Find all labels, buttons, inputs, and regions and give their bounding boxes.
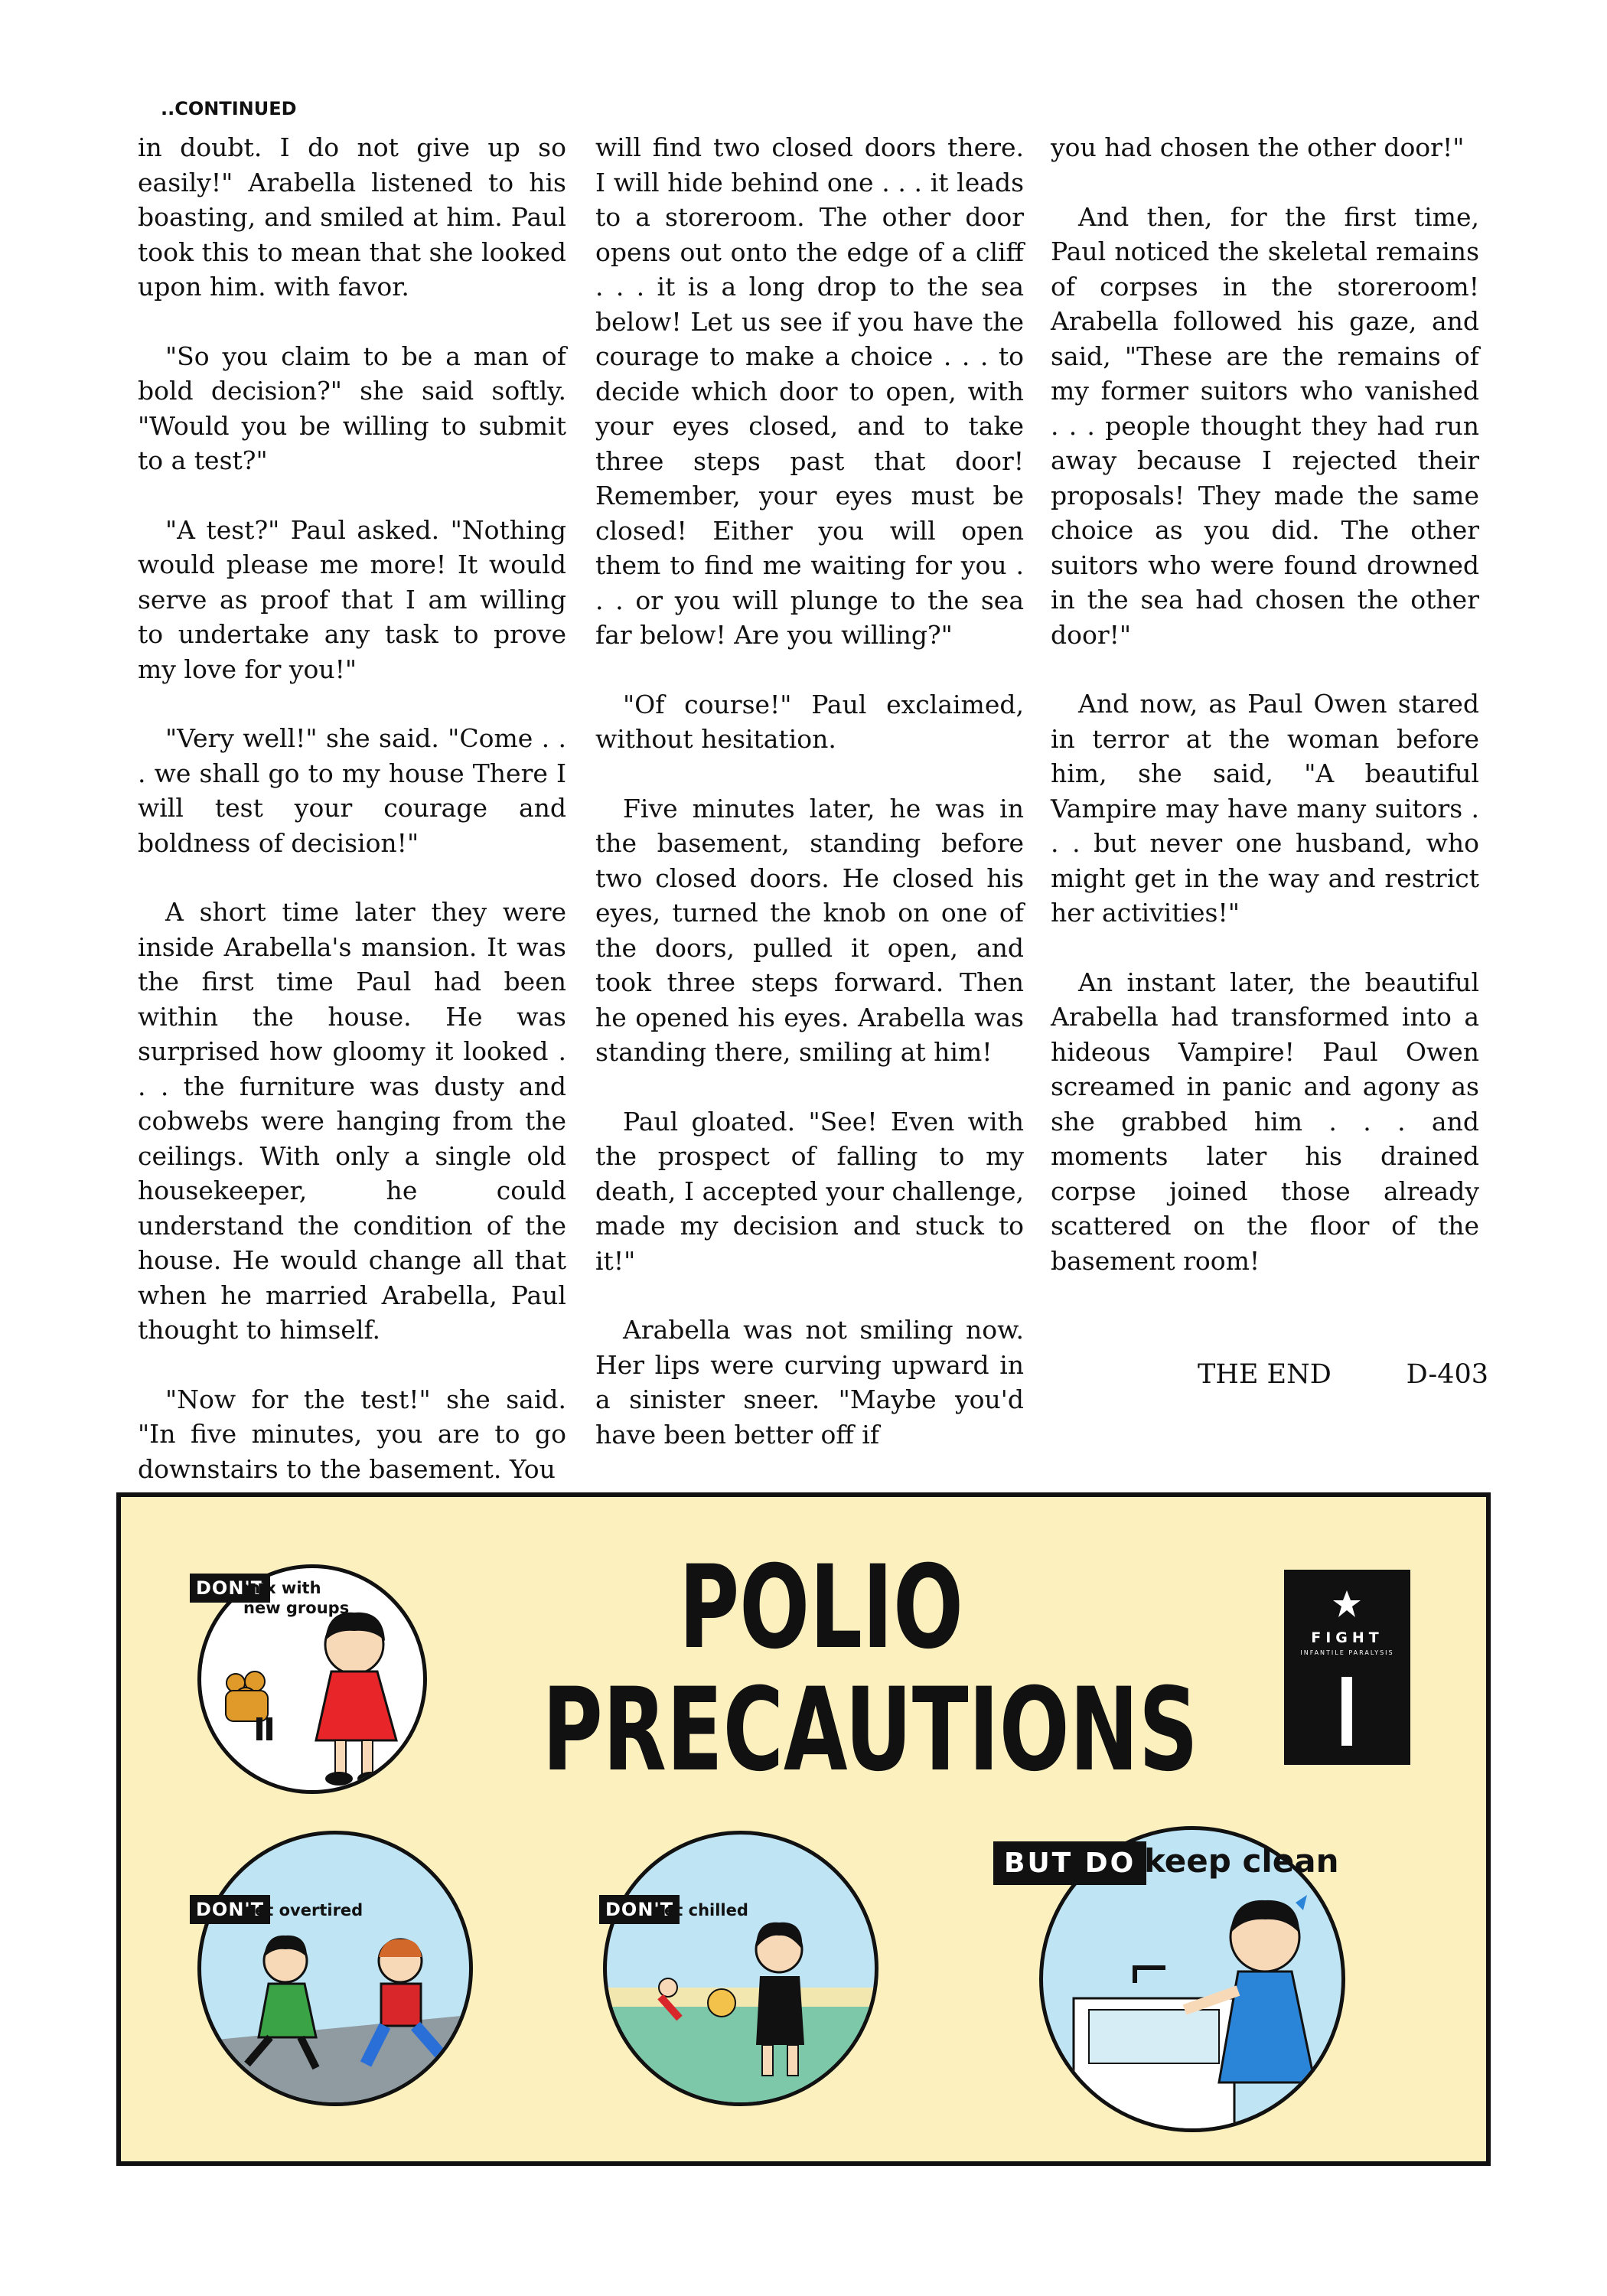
continued-label: ..CONTINUED — [161, 98, 297, 119]
story-paragraph: "Now for the test!" she said. "In five minutes, you are to go downstairs to the basement. You — [138, 1384, 566, 1484]
psa-title-line-1: POLIO — [679, 1541, 963, 1675]
beach-girl-image — [607, 1835, 878, 2106]
tip-keep-clean: keep clean — [1144, 1842, 1339, 1880]
story-paragraph: will find two closed doors there. I will hide behind one . . . it leads to a storeroom. The other door opens out onto the edge of a cliff . . . it is a long drop to the sea below! Let us see if you have the courage to make a choice . . . to decide which door to open, with your eyes closed, and to take three steps past that door! Remember, your eyes must be closed! Either you will open them to find me waiting for you . . . or you will plunge to the sea far below! Are you willing?" — [595, 132, 1024, 650]
tip-get-overtired: get overtired — [243, 1901, 363, 1919]
story-paragraph: "A test?" Paul asked. "Nothing would please me more! It would serve as proof that I am willing to undertake any task to prove my love for you!" — [138, 514, 566, 684]
psa-title-line-2: PRECAUTIONS — [542, 1664, 1198, 1797]
polio-psa-panel — [116, 1492, 1491, 2166]
story-column-1 — [138, 130, 566, 1486]
dont-tag: DON'T — [599, 1895, 680, 1924]
star-icon — [1332, 1589, 1362, 1619]
running-children-image — [201, 1835, 473, 2106]
dont-tag: DON'T — [190, 1574, 270, 1603]
story-paragraph: And then, for the first time, Paul noticed the skeletal remains of corpses in the storeroom! Arabella followed his gaze, and said, "These are the remains of my former suitors who vanished . . . people thought they had run away because I rejected their proposals! They made the same choice as you did. The other suitors who were found drowned in the sea had chosen the other door!" — [1051, 201, 1479, 650]
story-paragraph: "Of course!" Paul exclaimed, without hesitation. — [595, 689, 1024, 754]
story-paragraph: A short time later they were inside Arabella's mansion. It was the first time Paul had been within the house. He was surprised how gloomy it looked . . . the furniture was dusty and cobwebs were hanging from the ceilings. With only a single old housekeeper, he could understand the condition of the house. He would change all that when he married Arabella, Paul thought to himself. — [138, 897, 566, 1345]
fight-text: FIGHT — [1311, 1629, 1384, 1646]
story-column-2 — [595, 130, 1024, 1452]
chilled-illustration — [603, 1831, 878, 2106]
but-do-tag: BUT DO — [993, 1841, 1146, 1885]
story-paragraph: Paul gloated. "See! Even with the prospect of falling to my death, I accepted your challenge, made my decision and stuck to it!" — [595, 1106, 1024, 1276]
story-paragraph: An instant later, the beautiful Arabella had transformed into a hideous Vampire! Paul Owen screamed in panic and agony as she grabbed him . . . and moments later his drained corpse joined those already scattered on the floor of the basement room! — [1051, 967, 1479, 1276]
tip-get-chilled: get chilled — [653, 1901, 748, 1919]
fight-subtext: INFANTILE PARALYSIS — [1300, 1649, 1394, 1656]
story-paragraph: Arabella was not smiling now. Her lips were curving upward in a sinister sneer. "Maybe you'd have been better off if — [595, 1315, 1024, 1450]
page-code: D-403 — [1406, 1359, 1488, 1390]
tip-mix-with-new-groups: mix with new groups — [243, 1579, 350, 1617]
the-end-text: THE END — [1198, 1359, 1332, 1390]
story-column-3 — [1051, 130, 1479, 1278]
story-paragraph: in doubt. I do not give up so easily!" Arabella listened to his boasting, and smiled at him. Paul took this to mean that she looked upon him. with favor. — [138, 132, 566, 302]
overtired-illustration — [197, 1831, 473, 2106]
story-paragraph: Five minutes later, he was in the basement, standing before two closed doors. He closed his eyes, turned the knob on one of the doors, pulled it open, and took three steps forward. Then he opened his eyes. Arabella was standing there, smiling at him! — [595, 793, 1024, 1067]
end-line — [1198, 1359, 1488, 1390]
torch-icon — [1332, 1677, 1362, 1746]
fight-infantile-paralysis-logo — [1284, 1570, 1410, 1765]
dont-tag: DON'T — [190, 1895, 270, 1924]
story-paragraph: "Very well!" she said. "Come . . . we shall go to my house There I will test your courage and boldness of decision!" — [138, 723, 566, 858]
story-paragraph: "So you claim to be a man of bold decision?" she said softly. "Would you be willing to submit to a test?" — [138, 341, 566, 475]
story-paragraph: And now, as Paul Owen stared in terror at the woman before him, she said, "A beautiful Vampire may have many suitors . . . but never one husband, who might get in the way and restrict her activities!" — [1051, 689, 1479, 928]
story-paragraph: you had chosen the other door!" — [1051, 132, 1465, 162]
